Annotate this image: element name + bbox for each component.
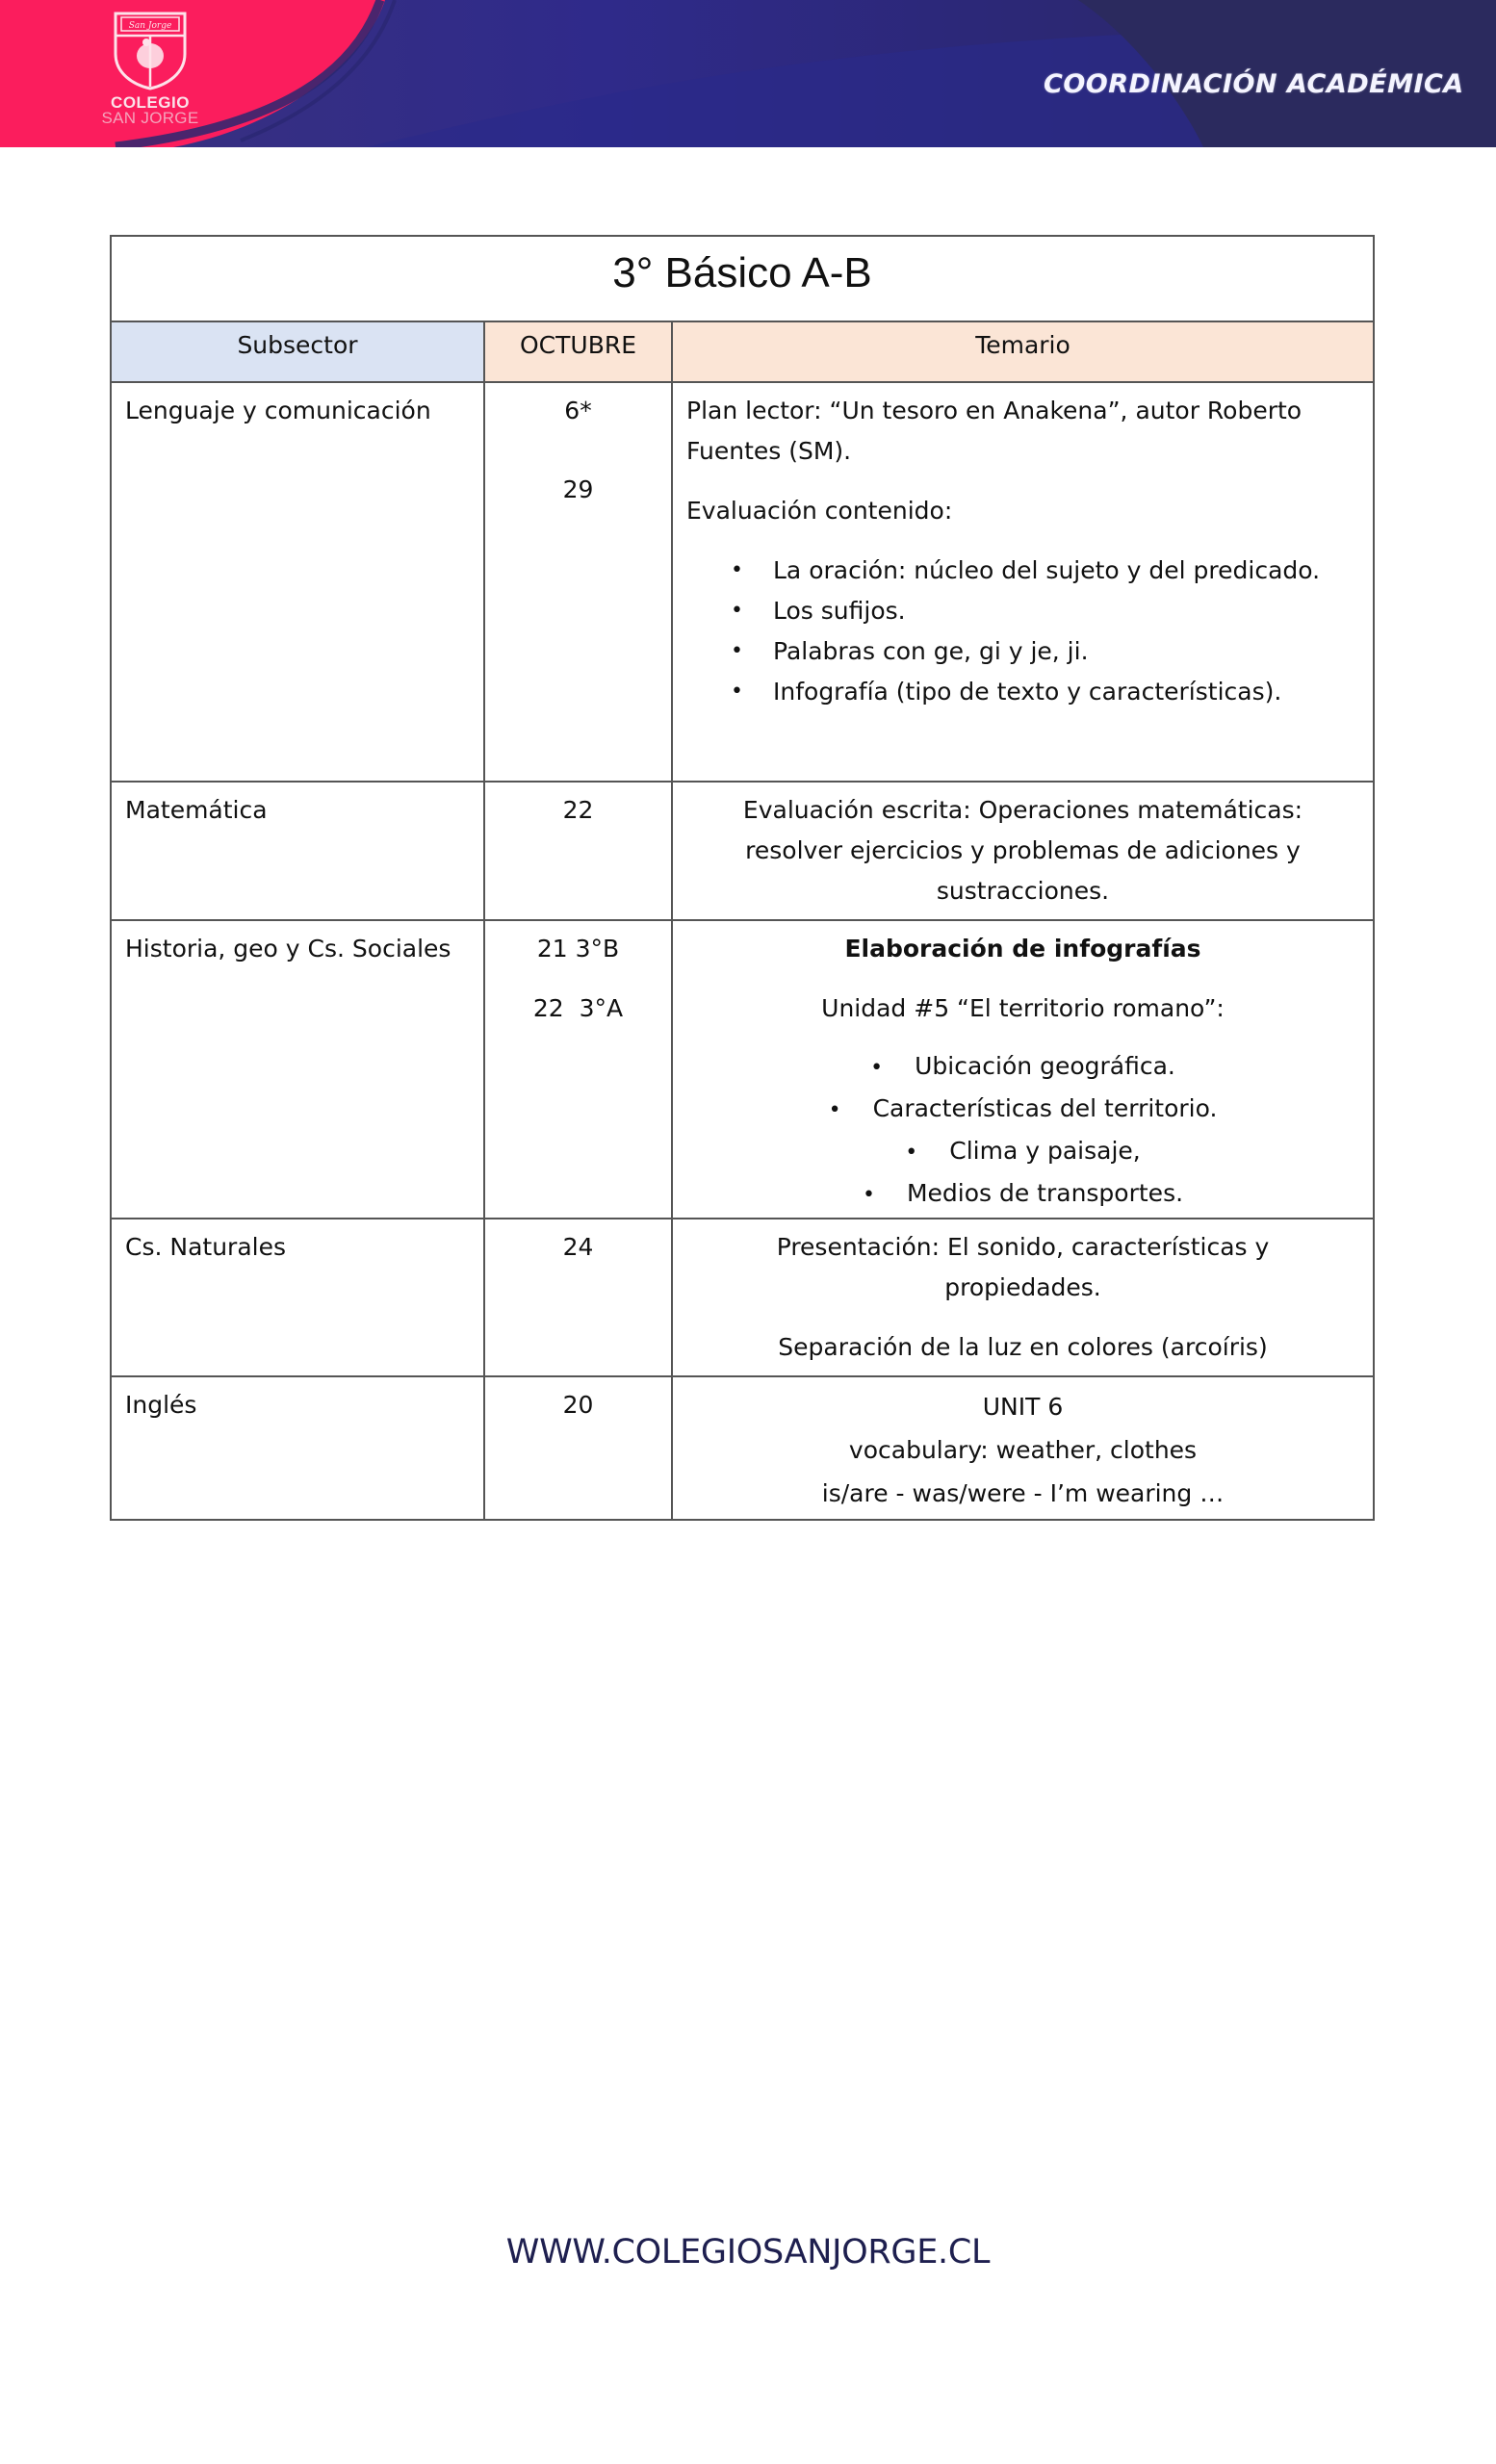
- syllabus-cell: [672, 782, 1374, 920]
- date-value: 21 3°B: [536, 935, 620, 962]
- table-row: [111, 1219, 1374, 1376]
- school-logo: [92, 10, 208, 130]
- subject-cell: Cs. Naturales: [111, 1219, 484, 1376]
- date-value: 20: [562, 1391, 594, 1419]
- list-item: • Ubicación geográfica.: [686, 1046, 1359, 1089]
- date-cell: [484, 1219, 672, 1376]
- list-item: • Palabras con ge, gi y je, ji.: [773, 631, 1359, 672]
- date-cell: [484, 782, 672, 920]
- date-value: 22 3°A: [532, 994, 624, 1022]
- syllabus-text: is/are - was/were - I’m wearing …: [821, 1479, 1225, 1507]
- syllabus-cell: [672, 382, 1374, 782]
- table-row: [111, 1376, 1374, 1520]
- table-title: 3° Básico A-B: [111, 236, 1374, 321]
- syllabus-text: Presentación: El sonido, características y propiedades.: [776, 1233, 1270, 1301]
- subject-cell: Lenguaje y comunicación: [111, 382, 484, 782]
- syllabus-text: Unidad #5 “El territorio romano”:: [821, 994, 1225, 1022]
- crest-text: San Jorge: [128, 21, 172, 31]
- syllabus-bullets: [686, 1046, 1359, 1216]
- date-value: 24: [562, 1233, 594, 1261]
- list-item: • La oración: núcleo del sujeto y del predicado.: [773, 551, 1359, 591]
- column-header-syllabus: Temario: [672, 321, 1374, 382]
- logo-line-2: SAN JORGE: [101, 109, 199, 127]
- syllabus-text: Plan lector: “Un tesoro en Anakena”, autor Roberto Fuentes (SM).: [686, 397, 1303, 465]
- syllabus-cell: [672, 920, 1374, 1219]
- table-title-row: [111, 236, 1374, 321]
- syllabus-text: Separación de la luz en colores (arcoíris): [778, 1333, 1268, 1361]
- header-banner: [0, 0, 1496, 147]
- bullet-icon: •: [870, 1056, 884, 1080]
- table-header-row: [111, 321, 1374, 382]
- subject-cell: Historia, geo y Cs. Sociales: [111, 920, 484, 1219]
- list-item: • Medios de transportes.: [686, 1173, 1359, 1216]
- syllabus-cell: [672, 1219, 1374, 1376]
- list-item: • Clima y paisaje,: [686, 1131, 1359, 1173]
- bullet-icon: •: [905, 1141, 918, 1165]
- department-title: COORDINACIÓN ACADÉMICA: [1044, 69, 1464, 99]
- date-cell: [484, 382, 672, 782]
- syllabus-heading: Elaboración de infografías: [844, 935, 1201, 962]
- date-value: 22: [562, 796, 594, 824]
- bullet-icon: •: [862, 1183, 875, 1207]
- bullet-icon: •: [828, 1098, 841, 1122]
- date-value: 29: [562, 475, 594, 503]
- table-row: [111, 782, 1374, 920]
- table-row: [111, 920, 1374, 1219]
- exam-schedule-table: [110, 235, 1375, 1521]
- date-cell: [484, 920, 672, 1219]
- syllabus-text: UNIT 6: [982, 1393, 1064, 1421]
- list-item: • Los sufijos.: [773, 591, 1359, 631]
- column-header-subject: Subsector: [111, 321, 484, 382]
- subject-cell: Matemática: [111, 782, 484, 920]
- syllabus-text: Evaluación contenido:: [686, 497, 953, 525]
- column-header-month: OCTUBRE: [484, 321, 672, 382]
- list-item: • Características del territorio.: [686, 1089, 1359, 1131]
- syllabus-text: vocabulary: weather, clothes: [848, 1436, 1198, 1464]
- subject-cell: Inglés: [111, 1376, 484, 1520]
- date-value: 6*: [564, 397, 592, 424]
- syllabus-cell: [672, 1376, 1374, 1520]
- table-row: [111, 382, 1374, 782]
- website-link[interactable]: WWW.COLEGIOSANJORGE.CL: [505, 2233, 991, 2272]
- syllabus-bullets: [686, 551, 1359, 712]
- list-item: • Infografía (tipo de texto y características).: [773, 672, 1359, 712]
- syllabus-text: Evaluación escrita: Operaciones matemáticas: resolver ejercicios y problemas de adiciones y sustracciones.: [742, 796, 1303, 905]
- logo-line-1: COLEGIO: [111, 93, 190, 112]
- crest-icon: [112, 10, 189, 90]
- date-cell: [484, 1376, 672, 1520]
